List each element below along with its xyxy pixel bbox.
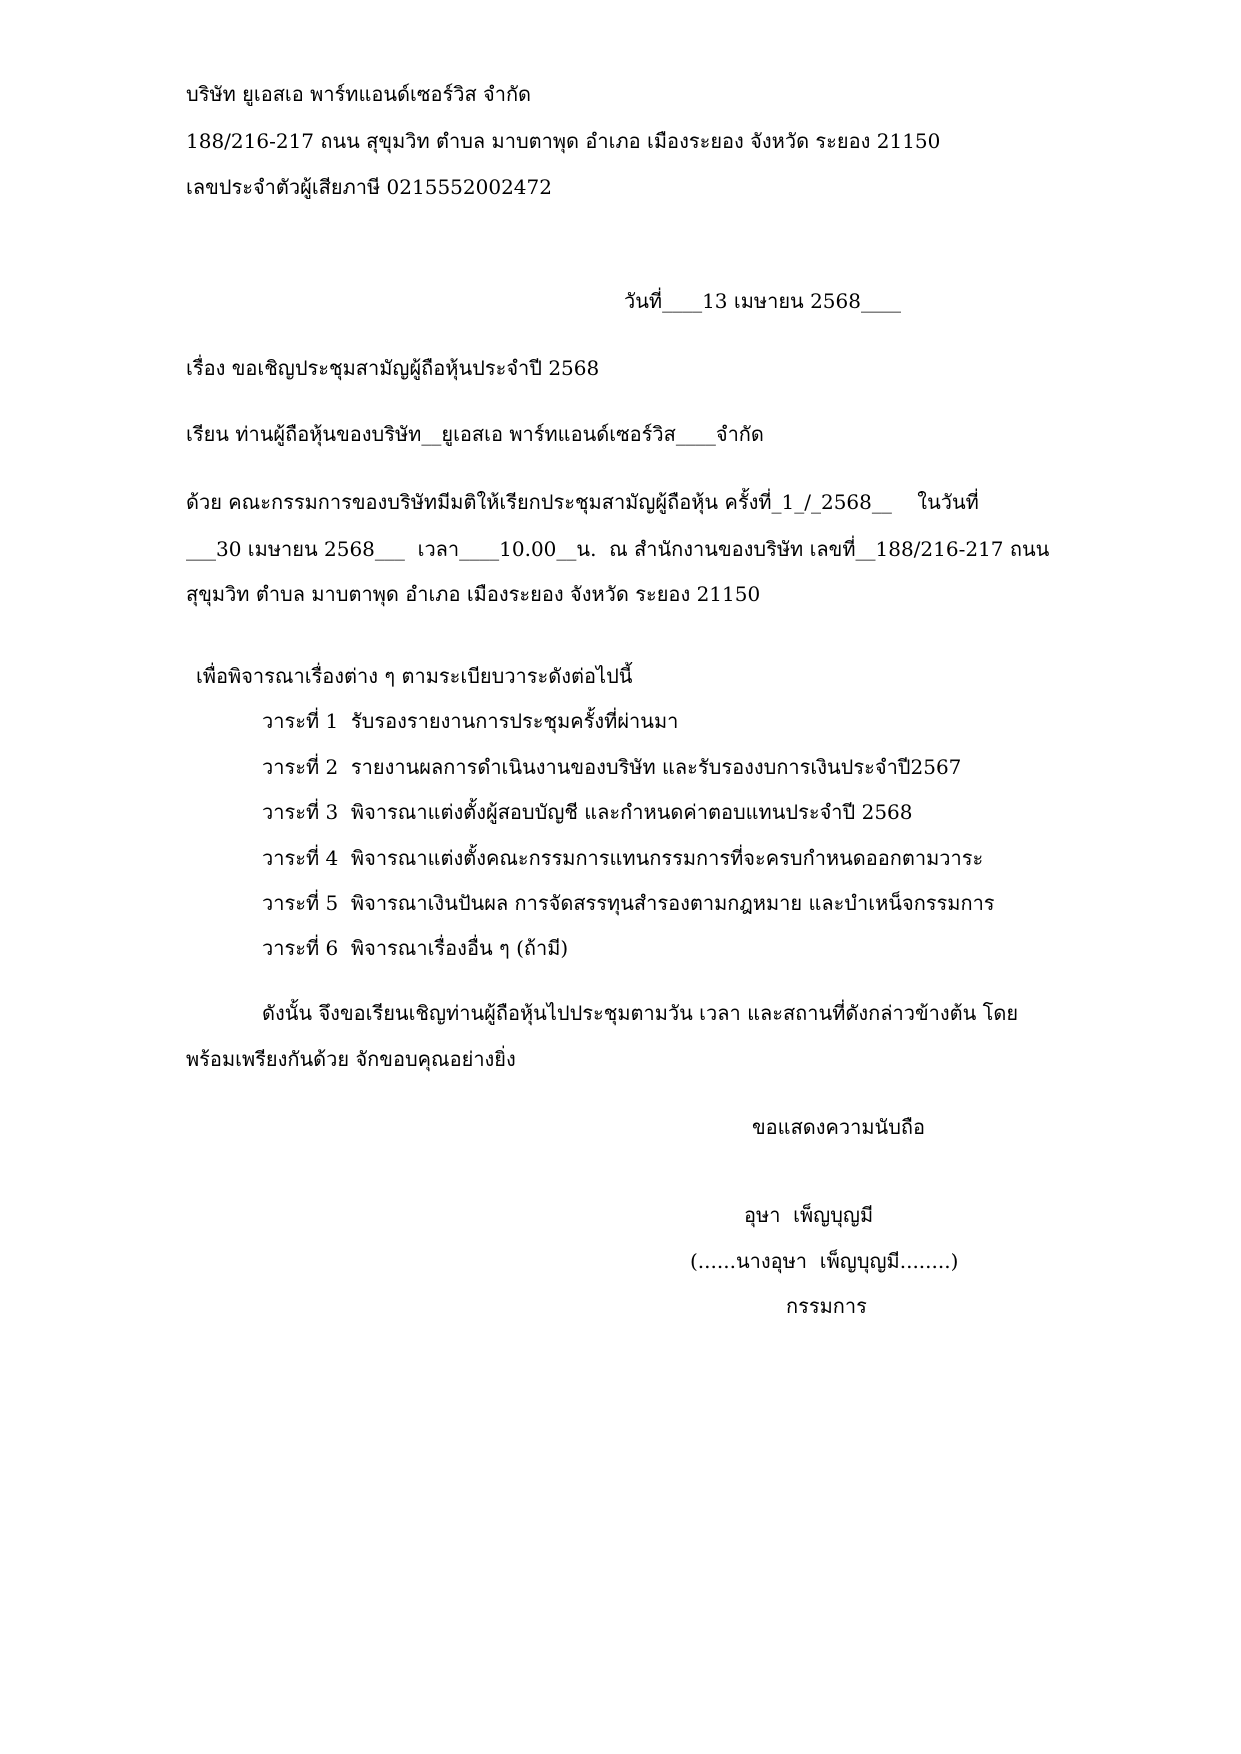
agenda-item: วาระที่ 3 พิจารณาแต่งตั้งผู้สอบบัญชี และกำหนดค่าตอบแทนประจำปี 2568	[262, 800, 913, 824]
signed-name: อุษา เพ็ญบุญมี	[744, 1203, 874, 1227]
letter-salutation: เรียน ท่านผู้ถือหุ้นของบริษัท__ยูเอสเอ พาร์ทแอนด์เซอร์วิส____จำกัด	[186, 422, 764, 446]
agenda-item: วาระที่ 5 พิจารณาเงินปันผล การจัดสรรทุนสำรองตามกฎหมาย และบำเหน็จกรรมการ	[262, 891, 995, 915]
regards-text: ขอแสดงความนับถือ	[752, 1115, 926, 1139]
agenda-intro: เพื่อพิจารณาเรื่องต่าง ๆ ตามระเบียบวาระดังต่อไปนี้	[196, 664, 633, 688]
agenda-item: วาระที่ 4 พิจารณาแต่งตั้งคณะกรรมการแทนกรรมการที่จะครบกำหนดออกตามวาระ	[262, 846, 984, 870]
agenda-item: วาระที่ 1 รับรองรายงานการประชุมครั้งที่ผ่านมา	[262, 709, 679, 733]
letter-subject: เรื่อง ขอเชิญประชุมสามัญผู้ถือหุ้นประจำปี 2568	[186, 356, 600, 380]
letter-date: วันที่____13 เมษายน 2568____	[624, 289, 901, 313]
agenda-item: วาระที่ 6 พิจารณาเรื่องอื่น ๆ (ถ้ามี)	[262, 936, 569, 960]
body-line-1: ด้วย คณะกรรมการของบริษัทมีมติให้เรียกประชุมสามัญผู้ถือหุ้น ครั้งที่_1_/_2568__ ในวันที่	[186, 490, 979, 514]
printed-name: (......นางอุษา เพ็ญบุญมี........)	[690, 1249, 959, 1273]
signer-position: กรรมการ	[786, 1294, 867, 1318]
company-address: 188/216-217 ถนน สุขุมวิท ตำบล มาบตาพุด อำเภอ เมืองระยอง จังหวัด ระยอง 21150	[186, 129, 941, 153]
closing-line-1: ดังนั้น จึงขอเรียนเชิญท่านผู้ถือหุ้นไปประชุมตามวัน เวลา และสถานที่ดังกล่าวข้างต้น โดย	[262, 1001, 1019, 1025]
tax-id: เลขประจำตัวผู้เสียภาษี 0215552002472	[186, 175, 552, 199]
closing-line-2: พร้อมเพรียงกันด้วย จักขอบคุณอย่างยิ่ง	[186, 1047, 516, 1071]
company-name: บริษัท ยูเอสเอ พาร์ทแอนด์เซอร์วิส จำกัด	[186, 82, 532, 106]
agenda-item: วาระที่ 2 รายงานผลการดำเนินงานของบริษัท และรับรองงบการเงินประจำปี2567	[262, 755, 962, 779]
body-line-3: สุขุมวิท ตำบล มาบตาพุด อำเภอ เมืองระยอง จังหวัด ระยอง 21150	[186, 582, 761, 606]
body-line-2: ___30 เมษายน 2568___ เวลา____10.00__น. ณ สำนักงานของบริษัท เลขที่__188/216-217 ถนน	[186, 537, 1050, 561]
